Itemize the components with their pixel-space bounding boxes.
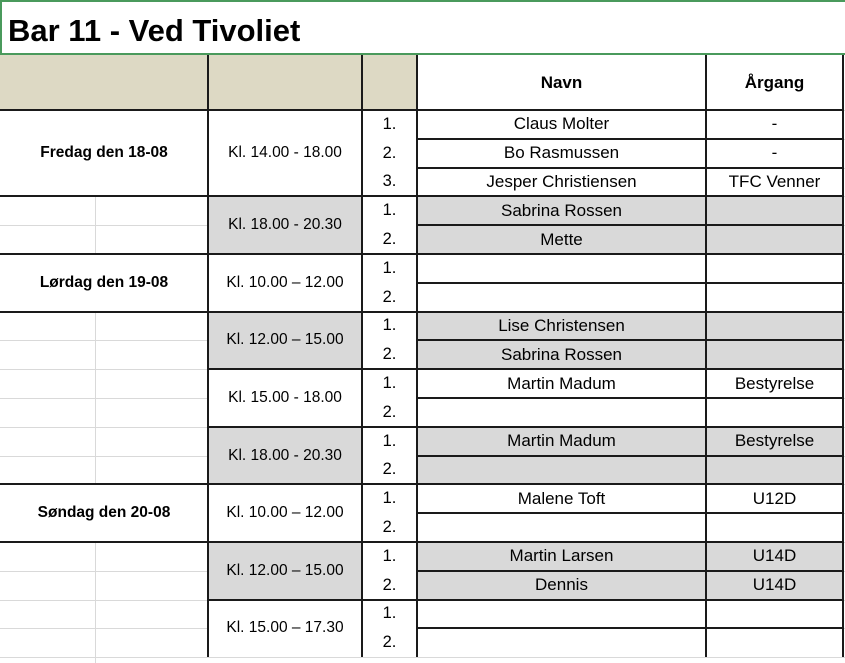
name-cell[interactable]: Malene Toft xyxy=(417,484,706,513)
slot-number[interactable]: 2. xyxy=(362,139,417,168)
shift-time[interactable]: Kl. 12.00 – 15.00 xyxy=(208,542,362,600)
border-line xyxy=(0,541,208,543)
border-line xyxy=(417,627,843,629)
border-line xyxy=(0,483,208,485)
name-cell[interactable] xyxy=(417,513,706,542)
slot-number[interactable]: 1. xyxy=(362,600,417,629)
slot-number[interactable]: 1. xyxy=(362,427,417,456)
shift-time[interactable]: Kl. 15.00 – 17.30 xyxy=(208,600,362,658)
name-cell[interactable] xyxy=(417,456,706,485)
aargang-cell[interactable]: U12D xyxy=(706,484,843,513)
border-line xyxy=(208,311,843,313)
slot-number[interactable]: 2. xyxy=(362,340,417,369)
shift-time[interactable]: Kl. 18.00 - 20.30 xyxy=(208,196,362,254)
border-line xyxy=(208,426,843,428)
name-cell[interactable] xyxy=(417,600,706,629)
slot-number[interactable]: 1. xyxy=(362,312,417,341)
border-line xyxy=(417,512,843,514)
day-label[interactable]: Fredag den 18-08 xyxy=(0,110,208,196)
slot-number[interactable]: 1. xyxy=(362,369,417,398)
border-line xyxy=(417,138,843,140)
day-label[interactable]: Søndag den 20-08 xyxy=(0,484,208,542)
name-cell[interactable]: Martin Madum xyxy=(417,427,706,456)
border-line xyxy=(208,368,843,370)
name-cell[interactable] xyxy=(417,283,706,312)
name-cell[interactable]: Claus Molter xyxy=(417,110,706,139)
name-cell[interactable]: Sabrina Rossen xyxy=(417,196,706,225)
border-line xyxy=(208,541,843,543)
slot-number[interactable]: 1. xyxy=(362,254,417,283)
border-line xyxy=(417,397,843,399)
slot-number[interactable]: 2. xyxy=(362,571,417,600)
aargang-cell[interactable]: Bestyrelse xyxy=(706,369,843,398)
border-line xyxy=(0,311,208,313)
aargang-cell[interactable]: TFC Venner xyxy=(706,168,843,197)
border-line xyxy=(417,455,843,457)
shift-time[interactable]: Kl. 14.00 - 18.00 xyxy=(208,110,362,196)
shift-time[interactable]: Kl. 12.00 – 15.00 xyxy=(208,312,362,370)
day-label[interactable]: Lørdag den 19-08 xyxy=(0,254,208,312)
border-line xyxy=(0,109,208,111)
name-cell[interactable] xyxy=(417,628,706,657)
name-cell[interactable]: Mette xyxy=(417,225,706,254)
name-cell[interactable]: Sabrina Rossen xyxy=(417,340,706,369)
name-cell[interactable]: Martin Madum xyxy=(417,369,706,398)
aargang-cell[interactable] xyxy=(706,196,843,225)
aargang-cell[interactable]: - xyxy=(706,110,843,139)
aargang-cell[interactable] xyxy=(706,225,843,254)
border-line xyxy=(705,55,707,657)
aargang-cell[interactable] xyxy=(706,283,843,312)
aargang-cell[interactable]: - xyxy=(706,139,843,168)
aargang-cell[interactable]: Bestyrelse xyxy=(706,427,843,456)
slot-number[interactable]: 2. xyxy=(362,628,417,657)
sheet-title-cell[interactable] xyxy=(0,0,845,55)
aargang-cell[interactable] xyxy=(706,628,843,657)
name-cell[interactable]: Bo Rasmussen xyxy=(417,139,706,168)
aargang-cell[interactable] xyxy=(706,340,843,369)
schedule-table xyxy=(0,55,845,663)
aargang-cell[interactable] xyxy=(706,312,843,341)
shift-time[interactable]: Kl. 18.00 - 20.30 xyxy=(208,427,362,485)
shift-time[interactable]: Kl. 15.00 - 18.00 xyxy=(208,369,362,427)
gridline xyxy=(0,657,845,658)
slot-number[interactable]: 1. xyxy=(362,484,417,513)
border-line xyxy=(417,570,843,572)
border-line xyxy=(361,55,363,657)
name-cell[interactable] xyxy=(417,254,706,283)
aargang-cell[interactable] xyxy=(706,600,843,629)
aargang-cell[interactable] xyxy=(706,398,843,427)
name-cell[interactable]: Jesper Christiensen xyxy=(417,168,706,197)
shift-time[interactable]: Kl. 10.00 – 12.00 xyxy=(208,254,362,312)
header-navn[interactable]: Navn xyxy=(417,55,706,110)
slot-number[interactable]: 1. xyxy=(362,110,417,139)
border-line xyxy=(0,195,208,197)
border-line xyxy=(842,55,844,657)
slot-number[interactable]: 2. xyxy=(362,513,417,542)
aargang-cell[interactable]: U14D xyxy=(706,542,843,571)
border-line xyxy=(416,55,418,657)
border-line xyxy=(208,195,843,197)
border-line xyxy=(417,339,843,341)
slot-number[interactable]: 1. xyxy=(362,196,417,225)
slot-number[interactable]: 1. xyxy=(362,542,417,571)
border-line xyxy=(208,599,843,601)
aargang-cell[interactable] xyxy=(706,254,843,283)
shift-time[interactable]: Kl. 10.00 – 12.00 xyxy=(208,484,362,542)
header-blank-cell[interactable] xyxy=(0,55,208,110)
border-line xyxy=(0,253,208,255)
slot-number[interactable]: 2. xyxy=(362,283,417,312)
border-line xyxy=(417,282,843,284)
border-line xyxy=(207,55,209,657)
header-blank-cell[interactable] xyxy=(362,55,417,110)
header-blank-cell[interactable] xyxy=(208,55,362,110)
border-line xyxy=(417,167,843,169)
aargang-cell[interactable] xyxy=(706,456,843,485)
name-cell[interactable]: Lise Christensen xyxy=(417,312,706,341)
slot-number[interactable]: 2. xyxy=(362,398,417,427)
name-cell[interactable]: Martin Larsen xyxy=(417,542,706,571)
aargang-cell[interactable]: U14D xyxy=(706,571,843,600)
slot-number[interactable]: 3. xyxy=(362,168,417,197)
slot-number[interactable]: 2. xyxy=(362,225,417,254)
name-cell[interactable]: Dennis xyxy=(417,571,706,600)
name-cell[interactable] xyxy=(417,398,706,427)
slot-number[interactable]: 2. xyxy=(362,456,417,485)
border-line xyxy=(417,224,843,226)
aargang-cell[interactable] xyxy=(706,513,843,542)
header-aargang[interactable]: Årgang xyxy=(706,55,843,110)
sheet-title: Bar 11 - Ved Tivoliet xyxy=(8,13,301,48)
